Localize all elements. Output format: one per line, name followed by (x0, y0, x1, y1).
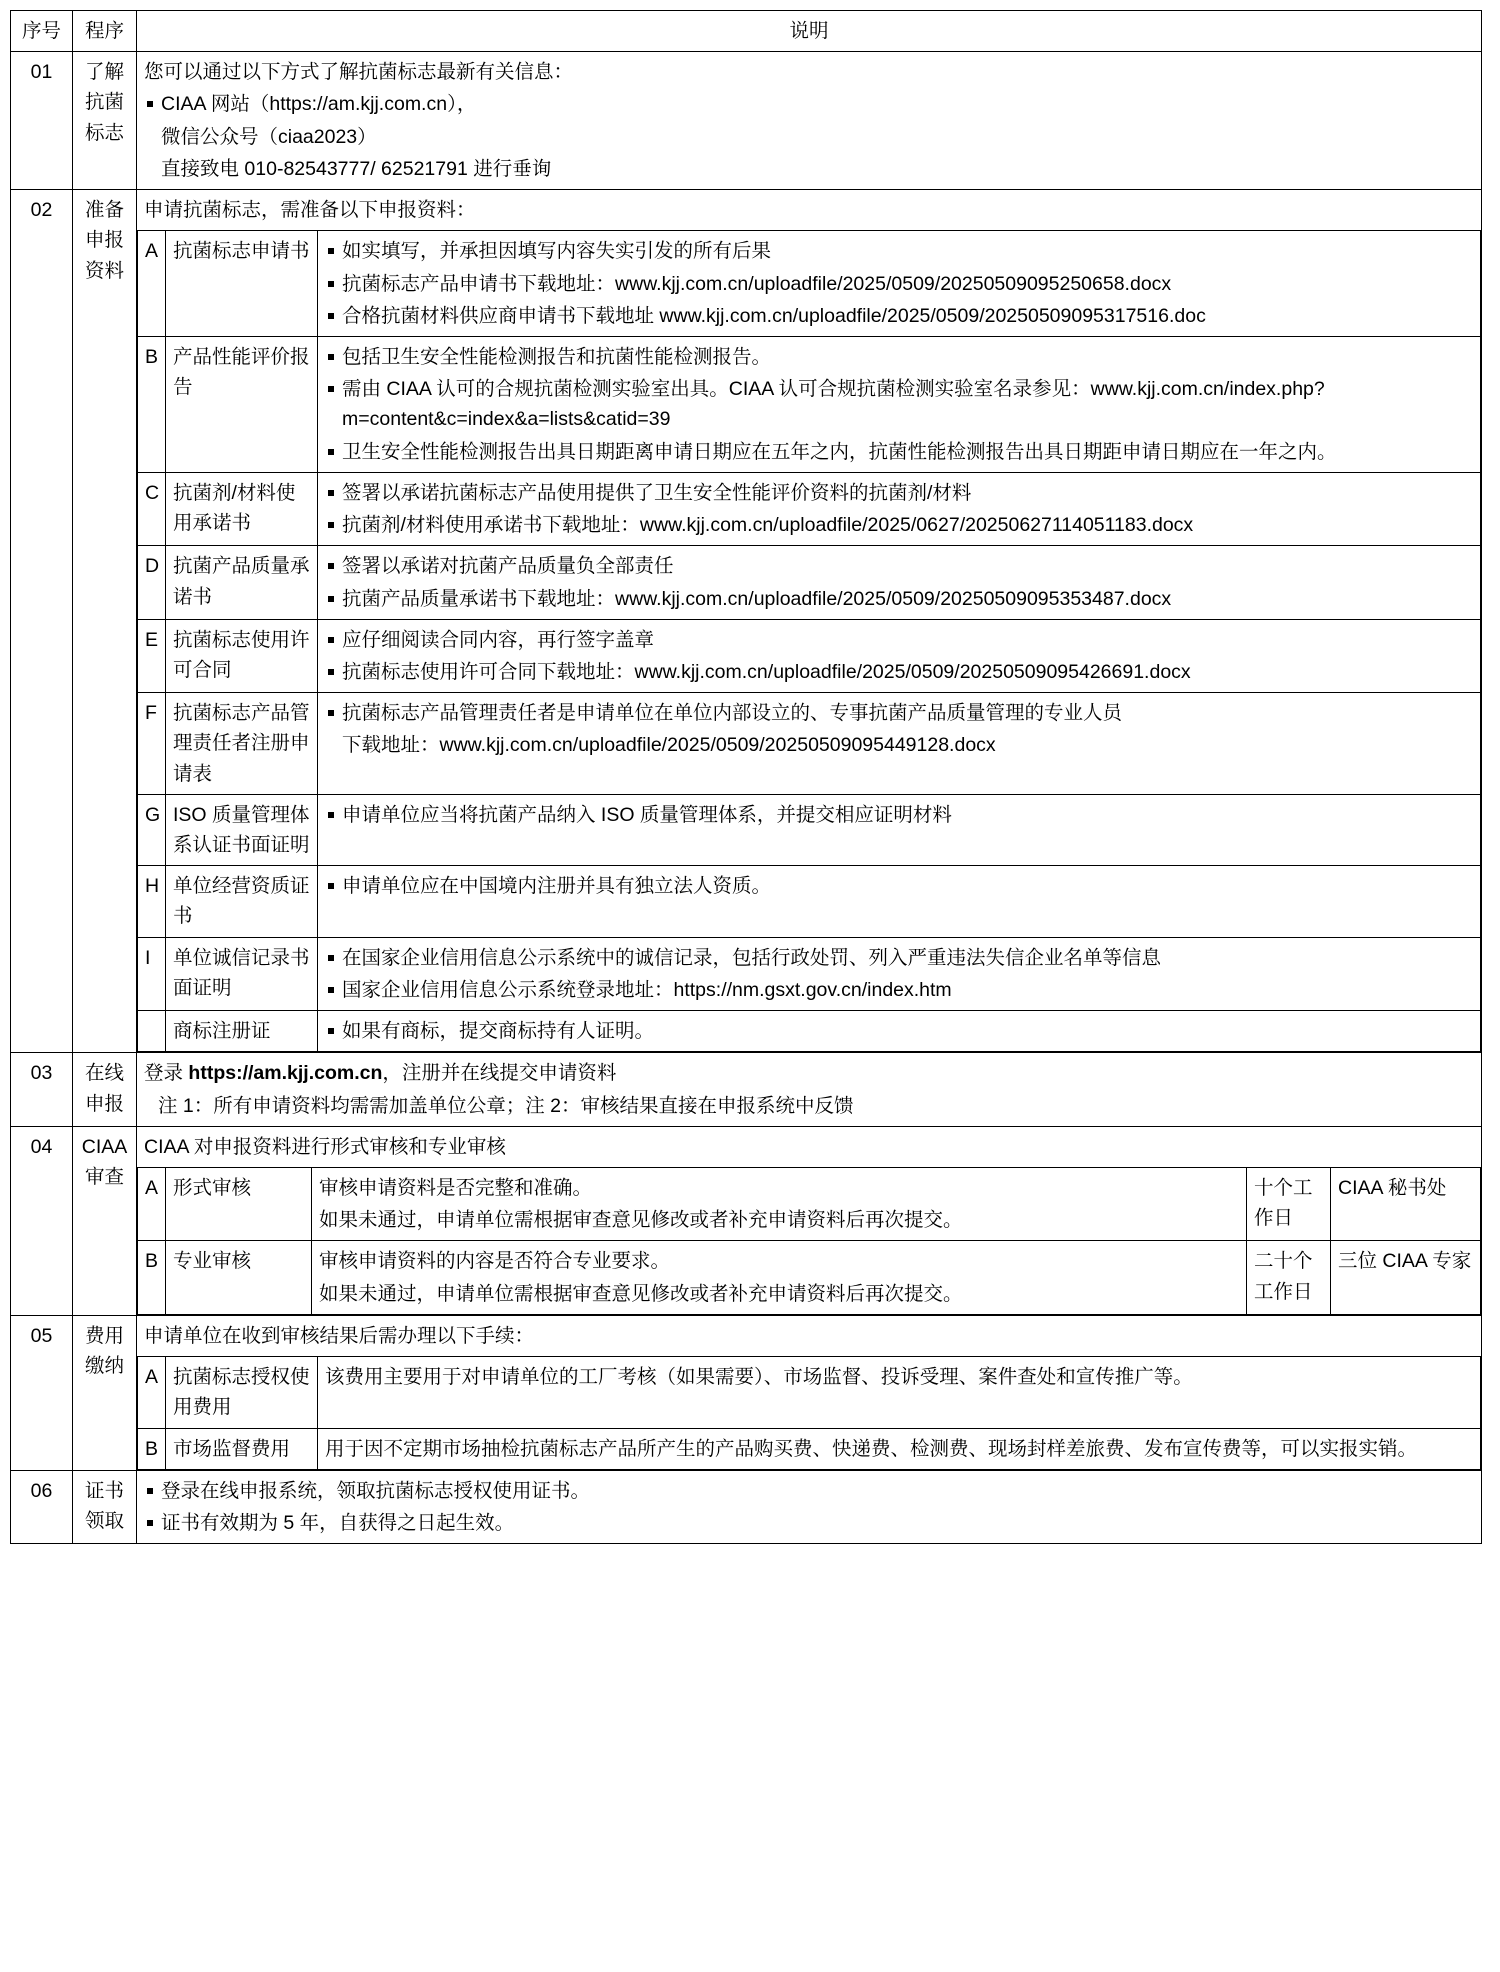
header-cell-desc: 说明 (137, 11, 1482, 52)
material-row-h (138, 866, 1481, 937)
bullet-item: 国家企业信用信息公示系统登录地址：https://nm.gsxt.gov.cn/index.htm (325, 975, 1473, 1005)
table-row (11, 1053, 1482, 1126)
item-owner: CIAA 秘书处 (1331, 1168, 1481, 1241)
item-desc (318, 472, 1481, 545)
bullet-item: 证书有效期为 5 年，自获得之日起生效。 (144, 1508, 1474, 1538)
item-desc (318, 619, 1481, 692)
plain-line: 下载地址：www.kjj.com.cn/uploadfile/2025/0509/20250509095449128.docx (342, 734, 996, 757)
bullet-item: 登录在线申报系统，领取抗菌标志授权使用证书。 (144, 1476, 1474, 1506)
review-row-a (138, 1168, 1481, 1241)
bullet-item: 需由 CIAA 认可的合规抗菌检测实验室出具。CIAA 认可合规抗菌检测实验室名录参见：www.kjj.com.cn/index.php?m=content&c=index&a=lists&catid=39 (325, 374, 1473, 434)
fee-row-a (138, 1357, 1481, 1428)
item-letter: H (138, 866, 166, 937)
bullet-item: 抗菌产品质量承诺书下载地址：www.kjj.com.cn/uploadfile/2025/0509/20250509095353487.docx (325, 584, 1473, 614)
item-name: 抗菌标志授权使用费用 (166, 1357, 318, 1428)
item-letter: C (138, 472, 166, 545)
procedure-table (10, 10, 1482, 1544)
bullet-item: 抗菌标志使用许可合同下载地址：www.kjj.com.cn/uploadfile/2025/0509/20250509095426691.docx (325, 657, 1473, 687)
bullet-item: 微信公众号（ciaa2023） (161, 125, 377, 148)
row-proc-06: 证书领取 (73, 1470, 137, 1543)
item-name: 形式审核 (166, 1168, 312, 1241)
item-letter: B (138, 1241, 166, 1314)
item-desc (318, 336, 1481, 472)
item-letter: G (138, 794, 166, 865)
table-row (11, 1126, 1482, 1315)
bullet-item: 签署以承诺对抗菌产品质量负全部责任 (325, 551, 1473, 581)
desc-line: 审核申请资料的内容是否符合专业要求。 (319, 1250, 671, 1273)
row-04-intro: CIAA 对申报资料进行形式审核和专业审核 (144, 1135, 506, 1158)
row-proc-02: 准备申报资料 (73, 190, 137, 1053)
row-desc-06 (137, 1470, 1482, 1543)
bullet-item: 如实填写，并承担因填写内容失实引发的所有后果 (325, 236, 1473, 266)
item-letter: B (138, 336, 166, 472)
item-letter: A (138, 1357, 166, 1428)
row-03-note: 注 1：所有申请资料均需需加盖单位公章；注 2：审核结果直接在申报系统中反馈 (158, 1094, 854, 1117)
item-desc: 该费用主要用于对申请单位的工厂考核（如果需要）、市场监督、投诉受理、案件查处和宣传推广等。 (318, 1357, 1481, 1428)
item-name: 市场监督费用 (166, 1428, 318, 1469)
item-letter: A (138, 231, 166, 337)
review-row-b (138, 1241, 1481, 1314)
desc-line: 如果未通过，申请单位需根据审查意见修改或者补充申请资料后再次提交。 (319, 1282, 963, 1305)
item-desc (318, 231, 1481, 337)
bullet-item: 签署以承诺抗菌标志产品使用提供了卫生安全性能评价资料的抗菌剂/材料 (325, 478, 1473, 508)
row-no-01: 01 (11, 52, 73, 190)
row-desc-02 (137, 190, 1482, 1053)
item-name: 单位诚信记录书面证明 (166, 937, 318, 1010)
row-proc-05: 费用缴纳 (73, 1315, 137, 1470)
bullet-item: 包括卫生安全性能检测报告和抗菌性能检测报告。 (325, 342, 1473, 372)
item-days: 二十个工作日 (1247, 1241, 1331, 1314)
row-02-intro-wrap (137, 190, 1481, 230)
table-row (11, 190, 1482, 1053)
item-desc (312, 1168, 1247, 1241)
material-row-g (138, 794, 1481, 865)
material-row-f (138, 693, 1481, 795)
item-letter: D (138, 546, 166, 619)
row-05-intro-wrap (137, 1316, 1481, 1356)
desc-line: 审核申请资料是否完整和准确。 (319, 1177, 593, 1199)
item-name: 专业审核 (166, 1241, 312, 1314)
header-cell-no: 序号 (11, 11, 73, 52)
row-01-intro: 您可以通过以下方式了解抗菌标志最新有关信息： (144, 61, 574, 84)
material-row-e (138, 619, 1481, 692)
item-desc (318, 693, 1481, 795)
bullet-item: 申请单位应在中国境内注册并具有独立法人资质。 (325, 871, 1473, 901)
item-owner: 三位 CIAA 专家 (1331, 1241, 1481, 1314)
item-letter: F (138, 693, 166, 795)
material-row-trademark (138, 1011, 1481, 1052)
bullet-item: 如果有商标，提交商标持有人证明。 (325, 1016, 1473, 1046)
item-name: 抗菌标志申请书 (166, 231, 318, 337)
row-04-intro-wrap (137, 1127, 1481, 1167)
row-desc-05 (137, 1315, 1482, 1470)
bullet-item: 卫生安全性能检测报告出具日期距离申请日期应在五年之内，抗菌性能检测报告出具日期距申请日期应在一年之内。 (325, 437, 1473, 467)
item-name: 抗菌标志使用许可合同 (166, 619, 318, 692)
item-desc (318, 1011, 1481, 1052)
row-no-03: 03 (11, 1053, 73, 1126)
item-desc: 用于因不定期市场抽检抗菌标志产品所产生的产品购买费、快递费、检测费、现场封样差旅费、发布宣传费等，可以实报实销。 (318, 1428, 1481, 1469)
item-desc (318, 937, 1481, 1010)
bullet-item: CIAA 网站（https://am.kjj.com.cn）， (144, 89, 1474, 119)
item-desc (318, 794, 1481, 865)
item-name: ISO 质量管理体系认证书面证明 (166, 794, 318, 865)
item-name: 单位经营资质证书 (166, 866, 318, 937)
material-row-i (138, 937, 1481, 1010)
material-row-b (138, 336, 1481, 472)
table-row (11, 1470, 1482, 1543)
review-subtable (137, 1167, 1481, 1315)
material-row-c (138, 472, 1481, 545)
materials-subtable (137, 230, 1481, 1052)
bullet-item: 抗菌标志产品管理责任者是申请单位在单位内部设立的、专事抗菌产品质量管理的专业人员 (325, 698, 1473, 728)
item-desc (312, 1241, 1247, 1314)
row-no-04: 04 (11, 1126, 73, 1315)
login-suffix: ，注册并在线提交申请资料 (382, 1062, 617, 1085)
item-letter (138, 1011, 166, 1052)
table-row (11, 52, 1482, 190)
bullet-item: 抗菌标志产品申请书下载地址：www.kjj.com.cn/uploadfile/2025/0509/20250509095250658.docx (325, 269, 1473, 299)
row-proc-04: CIAA 审查 (73, 1126, 137, 1315)
item-days: 十个工作日 (1247, 1168, 1331, 1241)
bullet-item: 直接致电 010-82543777/ 62521791 进行垂询 (161, 157, 552, 180)
item-desc (318, 546, 1481, 619)
material-row-a (138, 231, 1481, 337)
item-name: 商标注册证 (166, 1011, 318, 1052)
bullet-item: 在国家企业信用信息公示系统中的诚信记录，包括行政处罚、列入严重违法失信企业名单等信息 (325, 943, 1473, 973)
row-desc-01 (137, 52, 1482, 190)
item-letter: A (138, 1168, 166, 1241)
table-row (11, 1315, 1482, 1470)
bullet-item: 应仔细阅读合同内容，再行签字盖章 (325, 625, 1473, 655)
row-no-02: 02 (11, 190, 73, 1053)
item-letter: E (138, 619, 166, 692)
fee-row-b (138, 1428, 1481, 1469)
bullet-item: 申请单位应当将抗菌产品纳入 ISO 质量管理体系，并提交相应证明材料 (325, 800, 1473, 830)
login-prefix: 登录 (144, 1062, 189, 1085)
item-name: 抗菌产品质量承诺书 (166, 546, 318, 619)
item-name: 抗菌剂/材料使用承诺书 (166, 472, 318, 545)
bullet-item: 合格抗菌材料供应商申请书下载地址 www.kjj.com.cn/uploadfile/2025/0509/20250509095317516.doc (325, 301, 1473, 331)
item-name: 抗菌标志产品管理责任者注册申请表 (166, 693, 318, 795)
item-name: 产品性能评价报告 (166, 336, 318, 472)
申报-link[interactable]: https://am.kjj.com.cn (188, 1062, 383, 1085)
header-cell-proc: 程序 (73, 11, 137, 52)
row-proc-03: 在线申报 (73, 1053, 137, 1126)
row-proc-01: 了解抗菌标志 (73, 52, 137, 190)
row-06-bullets (144, 1476, 1474, 1538)
row-05-intro: 申请单位在收到审核结果后需办理以下手续： (144, 1324, 535, 1347)
row-03-line (144, 1058, 1474, 1088)
fees-subtable (137, 1356, 1481, 1470)
row-desc-03 (137, 1053, 1482, 1126)
item-letter: B (138, 1428, 166, 1469)
material-row-d (138, 546, 1481, 619)
item-letter: I (138, 937, 166, 1010)
row-02-intro: 申请抗菌标志，需准备以下申报资料： (144, 199, 476, 222)
row-no-05: 05 (11, 1315, 73, 1470)
table-header-row (11, 11, 1482, 52)
bullet-item: 抗菌剂/材料使用承诺书下载地址：www.kjj.com.cn/uploadfile/2025/0627/20250627114051183.docx (325, 510, 1473, 540)
row-desc-04 (137, 1126, 1482, 1315)
item-desc (318, 866, 1481, 937)
row-01-bullets (144, 89, 1474, 184)
row-no-06: 06 (11, 1470, 73, 1543)
desc-line: 如果未通过，申请单位需根据审查意见修改或者补充申请资料后再次提交。 (319, 1209, 963, 1232)
